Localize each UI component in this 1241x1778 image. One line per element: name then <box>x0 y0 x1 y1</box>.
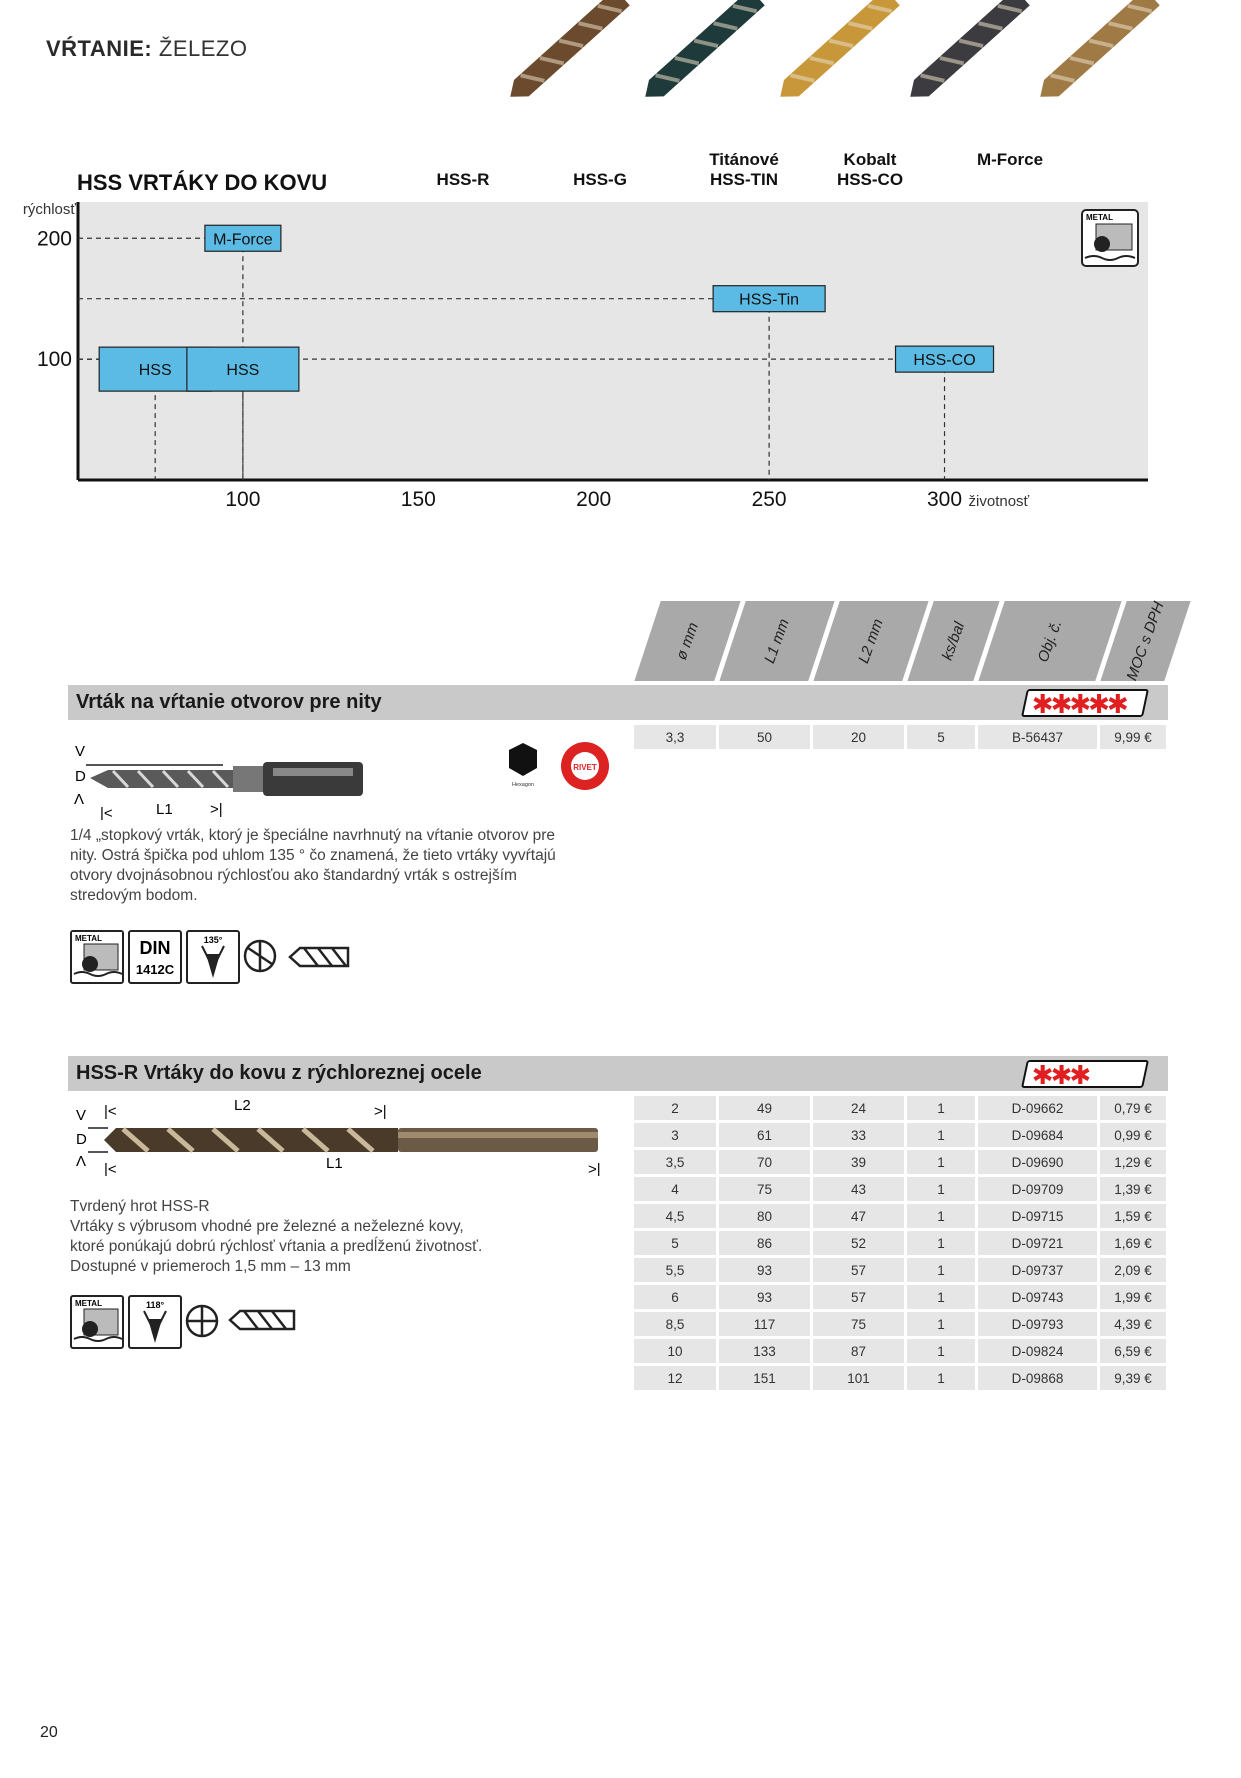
table-cell: 151 <box>719 1366 810 1390</box>
split-point-icon <box>184 1303 220 1339</box>
table-row <box>634 1339 1166 1363</box>
table-cell: 5,5 <box>634 1258 716 1282</box>
rivet-badge-text: RIVET <box>573 763 597 772</box>
table-cell: 1 <box>907 1285 975 1309</box>
chart-plot <box>0 190 1241 520</box>
table-cell: 1 <box>907 1123 975 1147</box>
dim-d: D <box>76 1131 87 1148</box>
table-cell: 133 <box>719 1339 810 1363</box>
x-tick-label: 250 <box>751 488 787 511</box>
drill-bit <box>774 0 900 106</box>
x-tick-label: 150 <box>400 488 436 511</box>
drill-bit <box>639 0 765 106</box>
drill-bit <box>504 0 630 106</box>
table-cell: 1 <box>907 1096 975 1120</box>
table-cell: 43 <box>813 1177 904 1201</box>
dim-lt: |< <box>104 1103 117 1120</box>
table-cell: 8,5 <box>634 1312 716 1336</box>
table-cell: 86 <box>719 1231 810 1255</box>
y-tick-label: 100 <box>36 348 72 372</box>
drill-label-line1 <box>403 150 523 170</box>
drill-label-line2: HSS-TIN <box>710 170 778 189</box>
table-cell: 5 <box>634 1231 716 1255</box>
table-row <box>634 1258 1166 1282</box>
x-tick-label: 300 <box>927 488 963 511</box>
drill-label-line2: HSS-CO <box>836 170 904 189</box>
table-cell: D-09690 <box>978 1150 1097 1174</box>
table-header-label: MOC s DPH <box>1123 600 1168 683</box>
table-cell: 1 <box>907 1312 975 1336</box>
drill-label <box>950 150 1070 190</box>
table-cell: 1,29 € <box>1100 1150 1166 1174</box>
table-cell: 3,3 <box>634 725 716 749</box>
page-title: VŔTANIE: ŽELEZO <box>46 36 248 61</box>
table-row <box>634 1204 1166 1228</box>
table-cell: D-09737 <box>978 1258 1097 1282</box>
table-cell: 1 <box>907 1231 975 1255</box>
table-row <box>634 1312 1166 1336</box>
table-cell: 87 <box>813 1339 904 1363</box>
rivet-drill-image <box>68 740 378 820</box>
table-cell: 117 <box>719 1312 810 1336</box>
table-cell: 20 <box>813 725 904 749</box>
table-cell: D-09743 <box>978 1285 1097 1309</box>
table-cell: 80 <box>719 1204 810 1228</box>
table-header-label: L1 mm <box>761 616 793 666</box>
desc-line: stredovým bodom. <box>70 887 198 904</box>
dim-a: Λ <box>76 1153 87 1170</box>
table-cell: 1,59 € <box>1100 1204 1166 1228</box>
product1-table <box>631 722 1169 752</box>
hexagon-icon <box>509 743 537 776</box>
desc-line: ktoré ponúkajú dobrú rýchlosť vŕtania a predĺženú životnosť. <box>70 1238 483 1255</box>
desc-line: nity. Ostrá špička pod uhlom 135 ° čo znamená, že tieto vrtáky vyvŕtajú <box>70 847 556 864</box>
product2-table <box>631 1093 1169 1393</box>
table-cell: D-09684 <box>978 1123 1097 1147</box>
dim-lt: |< <box>104 1161 117 1176</box>
dim-v: V <box>75 743 86 760</box>
table-cell: 101 <box>813 1366 904 1390</box>
table-cell: 4,5 <box>634 1204 716 1228</box>
y-axis-label: rýchlosť <box>22 201 76 218</box>
dim-l1: L1 <box>326 1155 343 1172</box>
product1-title: Vrták na vŕtanie otvorov pre nity <box>76 691 382 713</box>
dim-a: Λ <box>74 791 85 808</box>
desc-line: 1/4 „stopkový vrták, ktorý je špeciálne navrhnutý na vŕtanie otvorov pre <box>70 827 556 844</box>
x-tick-label: 200 <box>576 488 612 511</box>
table-row <box>634 725 1166 749</box>
chart-point-label: HSS <box>226 362 260 380</box>
rating-stars: ✱✱✱ <box>1031 1060 1089 1090</box>
product1-header <box>68 685 1168 720</box>
table-cell: D-09824 <box>978 1339 1097 1363</box>
table-cell: 1 <box>907 1177 975 1201</box>
table-header-label: L2 mm <box>855 616 887 666</box>
metal-label: METAL <box>75 1299 102 1308</box>
table-header-label: ø mm <box>672 620 703 663</box>
table-cell: 75 <box>719 1177 810 1201</box>
metal-icon <box>70 1295 124 1349</box>
dim-l2: L2 <box>234 1097 251 1114</box>
y-tick-label: 200 <box>36 227 72 251</box>
table-cell: 1 <box>907 1366 975 1390</box>
table-cell: 6,59 € <box>1100 1339 1166 1363</box>
table-row <box>634 1285 1166 1309</box>
drill-label-line1: Kobalt <box>843 150 897 169</box>
split-point-icon <box>242 938 278 974</box>
table-cell: 1,39 € <box>1100 1177 1166 1201</box>
table-cell: 61 <box>719 1123 810 1147</box>
table-cell: D-09793 <box>978 1312 1097 1336</box>
x-tick-label: 100 <box>225 488 261 511</box>
table-cell: 9,99 € <box>1100 725 1166 749</box>
rating-badge <box>1021 1060 1149 1088</box>
table-cell: 1 <box>907 1204 975 1228</box>
dim-gt: >| <box>588 1161 601 1176</box>
table-row <box>634 1096 1166 1120</box>
table-header-cell <box>977 600 1123 682</box>
table-cell: 57 <box>813 1285 904 1309</box>
drill-bit <box>1034 0 1160 106</box>
twist-drill-icon <box>228 1307 298 1333</box>
metal-icon <box>70 930 124 984</box>
table-cell: 50 <box>719 725 810 749</box>
drill-bits-illustration <box>440 0 1160 150</box>
table-row <box>634 1150 1166 1174</box>
table-cell: 75 <box>813 1312 904 1336</box>
table-cell: 3 <box>634 1123 716 1147</box>
drill-bit <box>904 0 1030 106</box>
drill-label-line2: HSS-R <box>436 170 490 189</box>
table-cell: 12 <box>634 1366 716 1390</box>
product2-title: HSS-R Vrtáky do kovu z rýchloreznej ocele <box>76 1062 482 1084</box>
table-cell: D-09662 <box>978 1096 1097 1120</box>
table-row <box>634 1231 1166 1255</box>
dim-gt: >| <box>210 801 223 818</box>
angle-118-icon <box>128 1295 182 1349</box>
metal-icon <box>1082 210 1138 266</box>
drill-label-line1: M-Force <box>976 150 1044 169</box>
table-header <box>630 600 1200 688</box>
table-cell: 24 <box>813 1096 904 1120</box>
dim-gt: >| <box>374 1103 387 1120</box>
desc-line: Tvrdený hrot HSS-R <box>70 1198 210 1215</box>
table-cell: 1,99 € <box>1100 1285 1166 1309</box>
chart-point-label: HSS-Tin <box>739 291 800 309</box>
desc-line: otvory dvojnásobnou rýchlosťou ako štandardný vrták s ostrejším <box>70 867 517 884</box>
table-cell: 1 <box>907 1150 975 1174</box>
table-row <box>634 1366 1166 1390</box>
angle-135-icon <box>186 930 240 984</box>
table-cell: 57 <box>813 1258 904 1282</box>
table-cell: 1 <box>907 1339 975 1363</box>
table-row <box>634 1177 1166 1201</box>
metal-label: METAL <box>1086 213 1113 222</box>
din-1412c-icon <box>128 930 182 984</box>
product1-description <box>70 826 630 906</box>
drill-label-line1 <box>540 150 660 170</box>
table-cell: 4 <box>634 1177 716 1201</box>
table-cell: 2,09 € <box>1100 1258 1166 1282</box>
table-cell: D-09715 <box>978 1204 1097 1228</box>
table-cell: 6 <box>634 1285 716 1309</box>
table-cell: 9,39 € <box>1100 1366 1166 1390</box>
chart-point-label: M-Force <box>213 231 273 249</box>
din-label: DIN <box>139 938 171 958</box>
product2-header <box>68 1056 1168 1091</box>
table-cell: 93 <box>719 1285 810 1309</box>
table-cell: 49 <box>719 1096 810 1120</box>
table-cell: 70 <box>719 1150 810 1174</box>
table-cell: 33 <box>813 1123 904 1147</box>
product2-description <box>70 1197 630 1277</box>
rating-stars: ✱✱✱✱✱ <box>1031 689 1126 719</box>
table-cell: B-56437 <box>978 725 1097 749</box>
table-cell: 39 <box>813 1150 904 1174</box>
chart-point-label: HSS <box>138 362 172 380</box>
angle-label: 118° <box>145 1300 165 1310</box>
table-cell: 93 <box>719 1258 810 1282</box>
x-axis-label: životnosť <box>968 493 1030 510</box>
dim-l1: L1 <box>156 801 173 818</box>
dim-v: V <box>76 1107 87 1124</box>
table-cell: 1,69 € <box>1100 1231 1166 1255</box>
table-cell: D-09709 <box>978 1177 1097 1201</box>
table-cell: D-09721 <box>978 1231 1097 1255</box>
drill-label-line2 <box>950 170 1070 190</box>
drill-label-line1: Titánové <box>709 150 779 169</box>
page-number: 20 <box>40 1724 58 1741</box>
table-cell: 1 <box>907 1258 975 1282</box>
table-cell: D-09868 <box>978 1366 1097 1390</box>
drill-label-line2: HSS-G <box>573 170 627 189</box>
drill-label <box>540 150 660 190</box>
table-header-label: ks/bal <box>938 619 969 663</box>
table-row <box>634 1123 1166 1147</box>
table-cell: 4,39 € <box>1100 1312 1166 1336</box>
drill-label <box>810 150 930 190</box>
chart-title: HSS VRTÁKY DO KOVU <box>77 170 328 195</box>
shank-icons <box>505 740 615 796</box>
din-code: 1412C <box>135 962 175 977</box>
table-header-label: Obj. č. <box>1034 617 1066 665</box>
angle-label: 135° <box>203 935 223 945</box>
table-cell: 10 <box>634 1339 716 1363</box>
table-cell: 3,5 <box>634 1150 716 1174</box>
desc-line: Dostupné v priemeroch 1,5 mm – 13 mm <box>70 1258 351 1275</box>
hss-r-drill-image <box>68 1094 628 1176</box>
dim-d: D <box>75 768 86 785</box>
hexagon-label: Hexagon <box>511 782 535 788</box>
table-cell: 2 <box>634 1096 716 1120</box>
table-cell: 47 <box>813 1204 904 1228</box>
table-cell: 0,79 € <box>1100 1096 1166 1120</box>
rating-badge <box>1021 689 1149 717</box>
drill-label <box>684 150 804 190</box>
table-cell: 52 <box>813 1231 904 1255</box>
drill-label <box>403 150 523 190</box>
chart-point-label: HSS-CO <box>913 352 976 370</box>
twist-drill-icon <box>288 944 352 970</box>
table-cell: 0,99 € <box>1100 1123 1166 1147</box>
dim-lt: |< <box>100 805 113 820</box>
table-cell: 5 <box>907 725 975 749</box>
metal-label: METAL <box>75 934 102 943</box>
desc-line: Vrtáky s výbrusom vhodné pre železné a neželezné kovy, <box>70 1218 464 1235</box>
